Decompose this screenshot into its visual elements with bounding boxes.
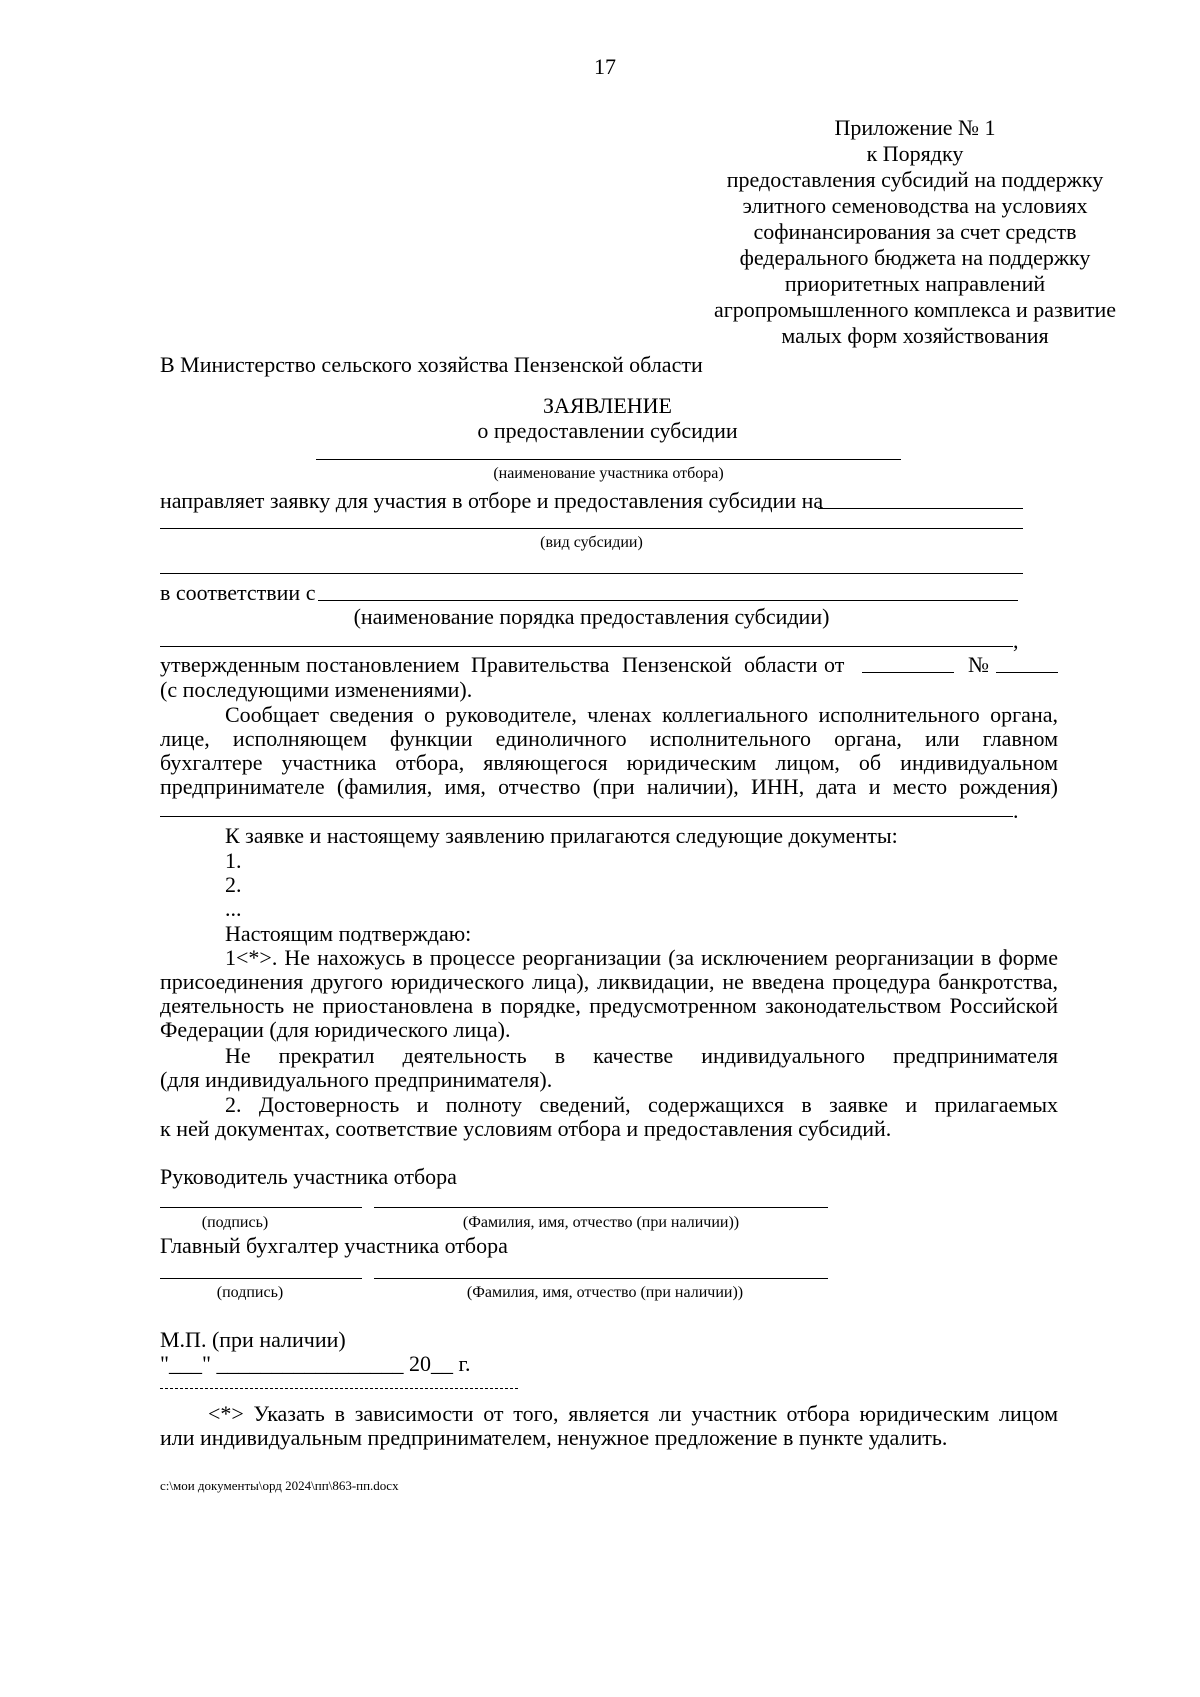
confirm-heading: Настоящим подтверждаю: (225, 921, 472, 946)
footnote-separator (160, 1388, 518, 1389)
file-path: c:\мои документы\орд 2024\пп\863-пп.docx (160, 1478, 399, 1493)
info-fill-line (160, 816, 1013, 817)
in-accordance-text: в соответствии с (160, 580, 316, 605)
approved-word: утвержденным (160, 652, 301, 677)
date-fill-line (862, 672, 954, 673)
subsidy-type-line (160, 528, 1023, 529)
number-fill-line (996, 672, 1058, 673)
confirm-para1-line: деятельность не приостановлена в порядке, предусмотренном законодательством Российской (160, 993, 1058, 1018)
comma: , (1013, 628, 1019, 653)
appendix-line: Приложение № 1 (834, 115, 996, 140)
order-name-line (318, 600, 1018, 601)
head-signature-line (160, 1207, 362, 1208)
info-paragraph-line: лице, исполняющем функции единоличного исполнительного органа, или главном (160, 726, 1058, 751)
number-sign: № (968, 652, 989, 677)
confirm-para3-line: 2. Достоверность и полноту сведений, содержащихся в заявке и прилагаемых (225, 1092, 1058, 1117)
footnote-line: <*> Указать в зависимости от того, является ли участник отбора юридическим лицом (208, 1401, 1058, 1426)
appendix-line: агропромышленного комплекса и развитие (713, 297, 1117, 322)
confirm-para1-line: 1<*>. Не нахожусь в процессе реорганизации (за исключением реорганизации в форме (225, 945, 1058, 970)
appendix-line: предоставления субсидий на поддержку (726, 167, 1104, 192)
stamp-text: М.П. (при наличии) (160, 1327, 346, 1352)
info-paragraph-line: Сообщает сведения о руководителе, членах коллегиального исполнительного органа, (225, 702, 1058, 727)
approved-line (160, 652, 1060, 678)
amendments-text: (с последующими изменениями). (160, 677, 473, 702)
head-fio-line (374, 1207, 828, 1208)
footnote-line: или индивидуальным предпринимателем, ненужное предложение в пункте удалить. (160, 1425, 948, 1450)
confirm-para3-line: к ней документах, соответствие условиям отбора и предоставления субсидий. (160, 1116, 892, 1141)
attached-docs-text: К заявке и настоящему заявлению прилагаются следующие документы: (225, 823, 898, 848)
caption-signature: (подпись) (216, 1284, 284, 1301)
approved-word: постановлением (306, 652, 460, 677)
appendix-line: элитного семеноводства на условиях (742, 193, 1088, 218)
caption-signature: (подпись) (201, 1214, 269, 1231)
participant-name-line (316, 459, 901, 460)
confirm-para2-line: (для индивидуального предпринимателя). (160, 1067, 553, 1092)
appendix-line: федерального бюджета на поддержку (739, 245, 1091, 270)
order-name-continue-line (160, 646, 1013, 647)
caption-order-name: (наименование порядка предоставления субсидии) (353, 604, 830, 629)
approved-word: Правительства (471, 652, 610, 677)
document-title: ЗАЯВЛЕНИЕ (543, 393, 672, 418)
approved-word: от (824, 652, 845, 677)
info-paragraph-line: предпринимателе (фамилия, имя, отчество (при наличии), ИНН, дата и место рождения) (160, 774, 1058, 799)
document-subtitle: о предоставлении субсидии (477, 418, 738, 443)
appendix-line: к Порядку (866, 141, 964, 166)
period: . (1013, 798, 1019, 823)
page-number: 17 (594, 54, 616, 79)
doc-item: 1. (225, 848, 242, 873)
info-paragraph-line: бухгалтере участника отбора, являющегося юридическим лицом, об индивидуальном (160, 750, 1058, 775)
appendix-line: софинансирования за счет средств (753, 219, 1077, 244)
addressee: В Министерство сельского хозяйства Пензенской области (160, 352, 703, 377)
doc-item: ... (225, 896, 242, 921)
approved-word: Пензенской (622, 652, 732, 677)
caption-fio: (Фамилия, имя, отчество (при наличии)) (462, 1214, 740, 1231)
confirm-para2-line: Не прекратил деятельность в качестве индивидуального предпринимателя (225, 1043, 1058, 1068)
appendix-header (690, 115, 1140, 349)
chief-accountant-label: Главный бухгалтер участника отбора (160, 1233, 508, 1258)
head-label: Руководитель участника отбора (160, 1164, 457, 1189)
appendix-line: приоритетных направлений (784, 271, 1046, 296)
sends-request-text: направляет заявку для участия в отборе и предоставления субсидии на (160, 488, 824, 513)
caption-participant: (наименование участника отбора) (493, 465, 724, 482)
doc-item: 2. (225, 872, 242, 897)
approved-word: области (744, 652, 818, 677)
confirm-para1-line: Федерации (для юридического лица). (160, 1017, 511, 1042)
confirm-para1-line: присоединения другого юридического лица), ликвидации, не введена процедура банкротства, (160, 969, 1058, 994)
caption-subsidy-type: (вид субсидии) (540, 534, 643, 551)
appendix-line: малых форм хозяйствования (781, 323, 1049, 348)
caption-fio: (Фамилия, имя, отчество (при наличии)) (466, 1284, 744, 1301)
accountant-fio-line (374, 1278, 828, 1279)
date-line: "___" _________________ 20__ г. (160, 1351, 471, 1376)
subsidy-fill-line (818, 508, 1023, 509)
accountant-signature-line (160, 1278, 362, 1279)
blank-line (160, 573, 1023, 574)
